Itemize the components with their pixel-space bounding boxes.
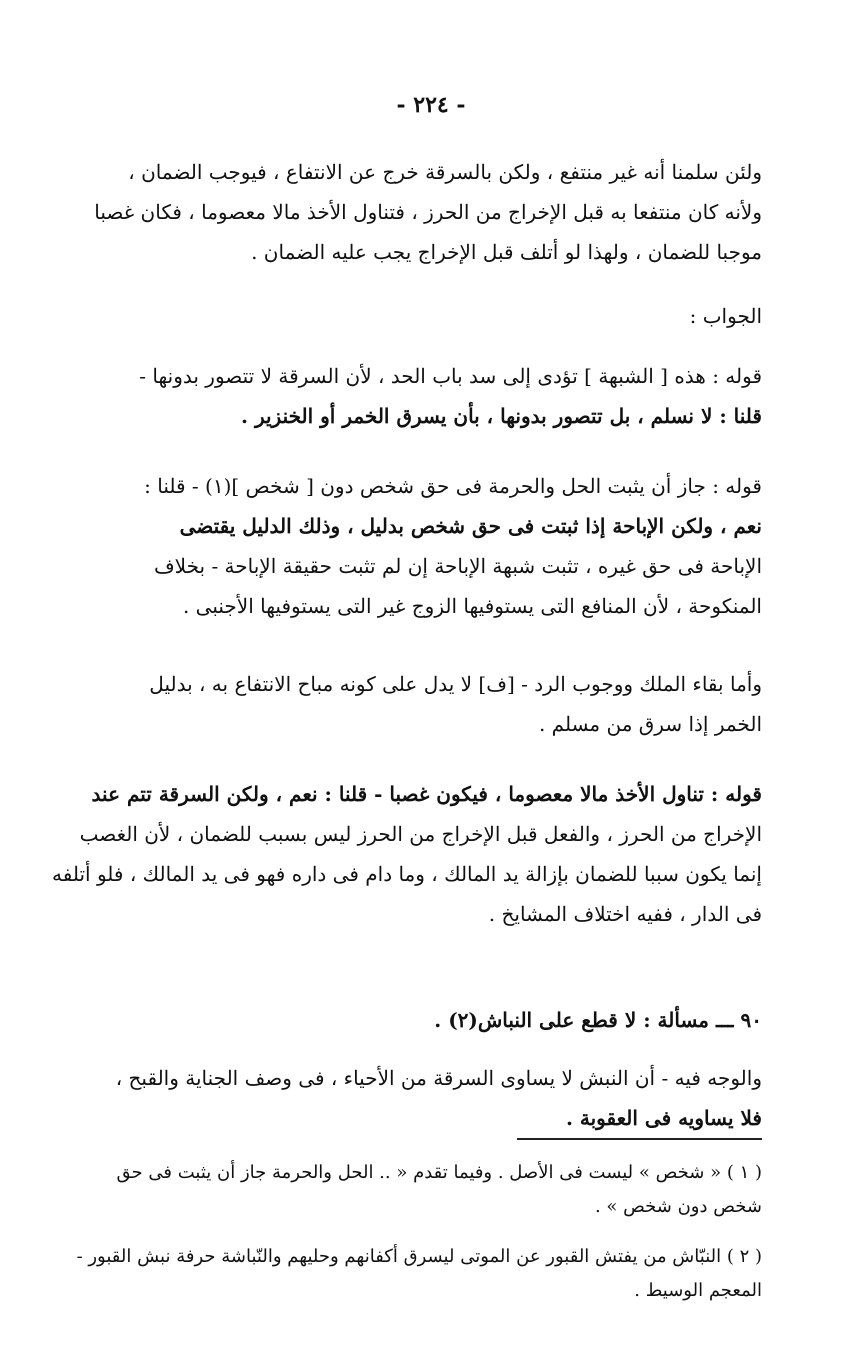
- footnote-separator: [517, 1138, 762, 1140]
- text-line: الجواب :: [689, 304, 762, 328]
- text-line: قلنا : لا نسلم ، بل تتصور بدونها ، بأن يسرق الخمر أو الخنزير .: [241, 404, 762, 428]
- paragraph-reply-1: [42, 356, 762, 436]
- paragraph-reasoning: [42, 1058, 762, 1138]
- paragraph-reply-4: [42, 774, 762, 934]
- text-line: قوله : جاز أن يثبت الحل والحرمة فى حق شخص دون [ شخص ](١) - قلنا :: [144, 474, 762, 498]
- footnote-1: [42, 1156, 762, 1224]
- text-line: ( ١ ) « شخص » ليست فى الأصل . وفيما تقدم « .. الحل والحرمة جاز أن يثبت فى حق: [116, 1162, 762, 1183]
- text-line: الخمر إذا سرق من مسلم .: [538, 712, 762, 736]
- paragraph-reply-3: [42, 664, 762, 744]
- text-line: إنما يكون سببا للضمان بإزالة يد المالك ، وما دام فى داره فهو فى يد المالك ، فلو أتلفه: [52, 862, 762, 886]
- text-line: ولأنه كان منتفعا به قبل الإخراج من الحرز ، فتناول الأخذ مالا معصوما ، فكان غصبا: [94, 200, 762, 224]
- text-line: الإباحة فى حق غيره ، تثبت شبهة الإباحة إن لم تثبت حقيقة الإباحة - بخلاف: [153, 554, 762, 578]
- answer-heading: [42, 296, 762, 336]
- text-line: فلا يساويه فى العقوبة .: [565, 1106, 762, 1130]
- text-line: المنكوحة ، لأن المنافع التى يستوفيها الزوج غير التى يستوفيها الأجنبى .: [182, 594, 762, 618]
- text-line: ولئن سلمنا أنه غير منتفع ، ولكن بالسرقة خرج عن الانتفاع ، فيوجب الضمان ،: [128, 160, 762, 184]
- text-line: فى الدار ، ففيه اختلاف المشايخ .: [488, 902, 762, 926]
- text-line: ٩٠ ـــ مسألة : لا قطع على النباش(٢) .: [434, 1008, 762, 1032]
- paragraph-objection-continued: [42, 152, 762, 272]
- text-line: ( ٢ ) النبّاش من يفتش القبور عن الموتى ليسرق أكفانهم وحليهم والنّباشة حرفة نبش القبور -: [76, 1246, 762, 1267]
- issue-heading-90: [42, 1000, 762, 1040]
- text-line: موجبا للضمان ، ولهذا لو أتلف قبل الإخراج يجب عليه الضمان .: [251, 240, 762, 264]
- paragraph-reply-2: [42, 466, 762, 626]
- text-line: نعم ، ولكن الإباحة إذا ثبتت فى حق شخص بدليل ، وذلك الدليل يقتضى: [179, 514, 762, 538]
- text-line: وأما بقاء الملك ووجوب الرد - [ف] لا يدل على كونه مباح الانتفاع به ، بدليل: [149, 672, 762, 696]
- text-line: المعجم الوسيط .: [634, 1280, 762, 1301]
- text-line: قوله : هذه [ الشبهة ] تؤدى إلى سد باب الحد ، لأن السرقة لا تتصور بدونها -: [139, 364, 762, 388]
- text-line: والوجه فيه - أن النبش لا يساوى السرقة من الأحياء ، فى وصف الجناية والقبح ،: [115, 1066, 762, 1090]
- text-line: قوله : تناول الأخذ مالا معصوما ، فيكون غصبا - قلنا : نعم ، ولكن السرقة تتم عند: [91, 782, 762, 806]
- text-line: شخص دون شخص » .: [594, 1196, 762, 1217]
- page-number: - ٢٢٤ -: [396, 92, 466, 118]
- text-line: الإخراج من الحرز ، والفعل قبل الإخراج من الحرز ليس بسبب للضمان ، لأن الغصب: [79, 822, 762, 846]
- footnote-2: [42, 1240, 762, 1308]
